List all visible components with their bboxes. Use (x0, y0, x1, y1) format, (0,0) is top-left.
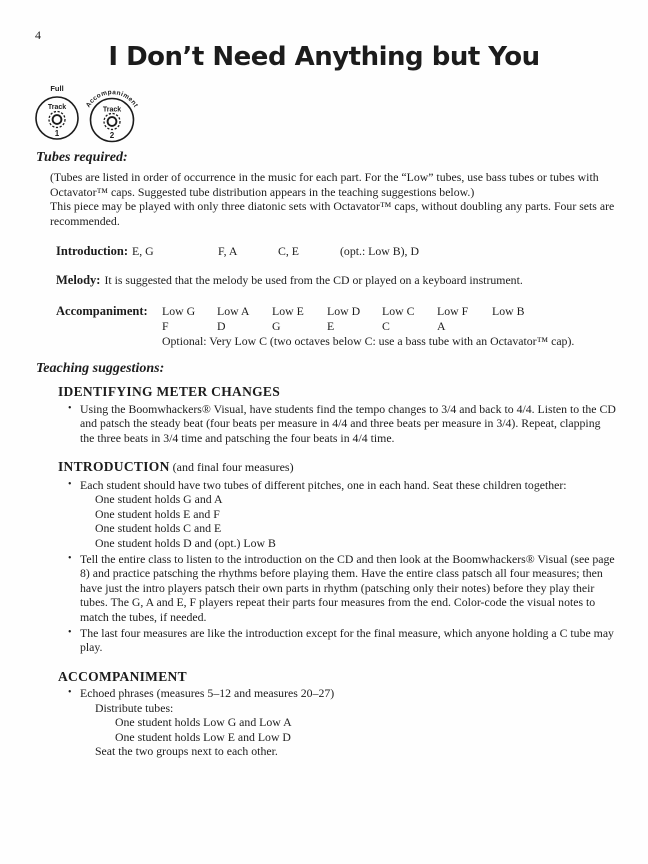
track-number: 2 (109, 131, 115, 140)
accompaniment-row-high (162, 319, 574, 334)
introduction-value: E, G (132, 244, 154, 258)
identifying-meter-changes-heading: IDENTIFYING METER CHANGES (58, 384, 281, 399)
tube-cell: Low B (492, 304, 525, 318)
introduction-bullet-2-text: Tell the entire class to listen to the introduction on the CD and then look at the Boomwhackers® Visual (see page 8) and practice patsching the rhythms before playing them. Have the entire class patsch all four measures; then have just the intro players patsch their own parts in rhythm (patsching only their notes) before they play their tubes. The G, A and E, F players repeat their parts four measures from the end. Color-code the visual notes to match the tubes, if needed. (80, 551, 615, 624)
distribute-tubes-heading: Distribute tubes: (95, 700, 174, 715)
accompaniment-optional-note: Optional: Very Low C (two octaves below C: use a bass tube with an Octavator™ cap). (162, 333, 575, 348)
cd-hole-circle (108, 117, 117, 126)
cd-hole-circle (53, 115, 62, 124)
track-label: Track (47, 104, 67, 111)
introduction-heading-bold: INTRODUCTION (58, 459, 170, 474)
accompaniment-bullet-1-text: Echoed phrases (measures 5–12 and measures 20–27) (80, 686, 335, 700)
introduction-value: C, E (278, 244, 299, 258)
track-label: Track (102, 106, 122, 114)
tubes-required-paragraphs (36, 170, 616, 228)
introduction-value: F, A (218, 244, 238, 258)
accompaniment-columns (162, 304, 574, 348)
tube-cell: G (272, 318, 281, 333)
page-title: I Don’t Need Anything but You (108, 42, 540, 72)
introduction-tubes-row (36, 244, 616, 259)
accomp-tube-assignment: One student holds Low E and Low D (115, 729, 291, 744)
identifying-bullet (36, 402, 616, 446)
introduction-value: (opt.: Low B), D (340, 244, 419, 258)
tubes-required-heading: Tubes required: (36, 150, 128, 165)
intro-tube-assignment: One student holds C and E (95, 521, 222, 535)
tubes-paragraph-2: This piece may be played with only three diatonic sets with Octavator™ caps, without doubling any parts. Four sets are recommended. (50, 199, 615, 228)
introduction-heading-rest: (and final four measures) (169, 460, 294, 474)
tube-cell: Low A (217, 304, 250, 318)
introduction-section-heading (36, 458, 616, 476)
document-body (36, 142, 616, 759)
accompaniment-section-heading: ACCOMPANIMENT (58, 668, 187, 684)
tube-cell: F (162, 318, 169, 333)
tube-cell: A (437, 318, 446, 333)
page-number: 4 (35, 28, 41, 42)
bullet-icon: • (68, 552, 72, 564)
tube-cell: C (382, 318, 390, 333)
tube-cell: E (327, 318, 335, 333)
melody-row (36, 273, 616, 288)
accompaniment-arc-label: Accompaniment (84, 89, 140, 109)
seating-note: Seat the two groups next to each other. (95, 744, 278, 758)
introduction-bullet-3 (36, 626, 616, 655)
accompaniment-bullet-1 (36, 686, 616, 701)
cd-hub-circle (104, 114, 120, 130)
tube-cell: Low C (382, 304, 415, 318)
accompaniment-track-cd-icon (80, 78, 144, 148)
tube-cell: Low F (437, 304, 469, 318)
accompaniment-label: Accompaniment: (56, 304, 148, 318)
full-track-cd-icon (32, 82, 82, 148)
tube-cell: Low G (162, 304, 196, 318)
intro-tube-assignment: One student holds E and F (95, 506, 220, 521)
tubes-paragraph-1: (Tubes are listed in order of occurrence in the music for each part. For the “Low” tubes, use bass tubes or tubes with Octavator™ caps. Suggested tube distribution appears in the teaching suggestions below.) (50, 170, 599, 199)
bullet-icon: • (68, 626, 72, 638)
tube-cell: Low D (327, 304, 361, 318)
bullet-icon: • (68, 402, 72, 414)
track-number: 1 (54, 129, 60, 138)
full-label: Full (50, 84, 64, 93)
introduction-bullet-1-text: Each student should have two tubes of different pitches, one in each hand. Seat these children together: (80, 477, 567, 492)
introduction-label: Introduction: (56, 244, 129, 258)
melody-label: Melody: (56, 272, 101, 287)
bullet-icon: • (68, 478, 72, 490)
cd-hub-circle (49, 112, 65, 128)
bullet-icon: • (68, 687, 72, 698)
introduction-bullet-2 (36, 552, 616, 625)
tube-cell: Low E (272, 304, 304, 318)
tube-cell: D (217, 318, 226, 333)
introduction-bullet-3-text: The last four measures are like the introduction except for the final measure, which anyone holding a C tube may play. (80, 625, 614, 654)
identifying-bullet-text: Using the Boomwhackers® Visual, have students find the tempo changes to 3/4 and back to 4/4. Listen to the CD and patsch the steady beat (four beats per measure in 4/4 and three beats per measure in 3/4). Repeat, clapping the three beats in 3/4 time and patsching the four beats in 4/4 time. (80, 401, 616, 445)
accomp-tube-assignment: One student holds Low G and Low A (115, 715, 292, 729)
intro-tube-assignment: One student holds G and A (95, 492, 223, 506)
introduction-bullet-1 (36, 478, 616, 493)
melody-text: It is suggested that the melody be used from the CD or played on a keyboard instrument. (104, 272, 523, 287)
intro-tube-assignment: One student holds D and (opt.) Low B (95, 535, 276, 550)
accompaniment-tubes-block (36, 304, 616, 348)
teaching-suggestions-heading: Teaching suggestions: (36, 361, 165, 376)
accompaniment-row-low (162, 304, 574, 319)
